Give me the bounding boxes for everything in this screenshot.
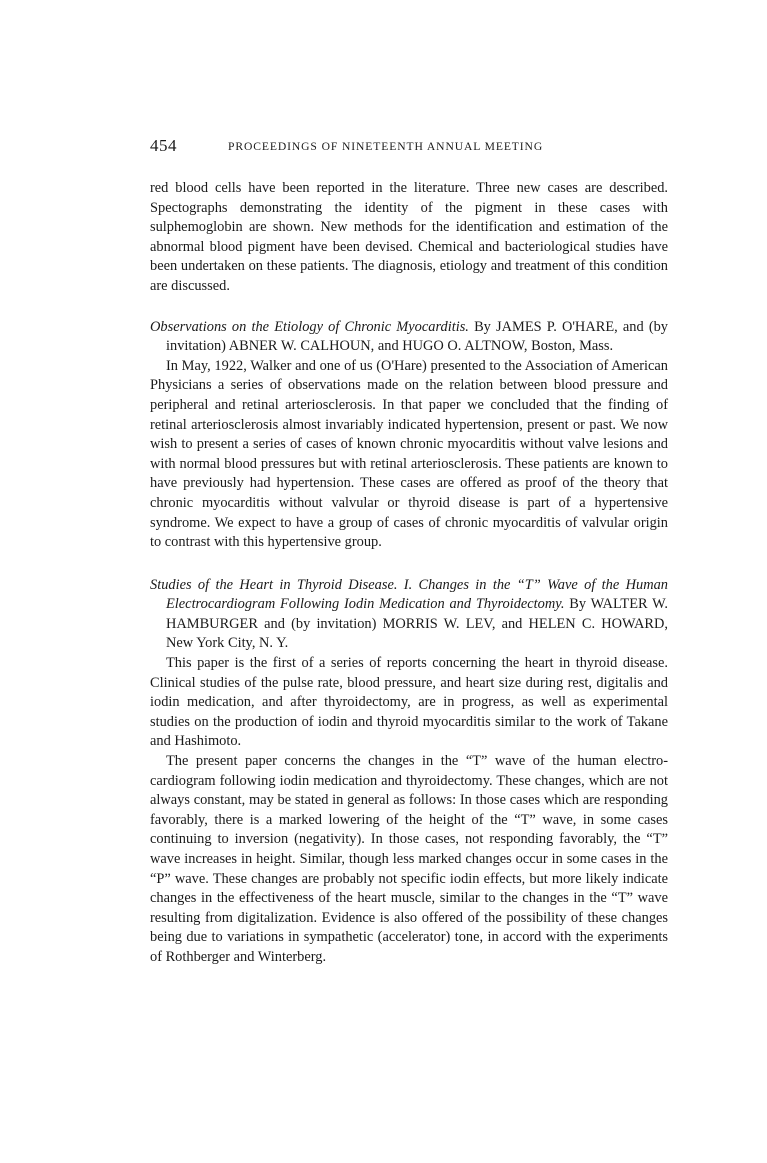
section-gap xyxy=(150,297,668,318)
abstract-heading xyxy=(150,318,668,357)
section-gap xyxy=(150,553,668,576)
running-head xyxy=(150,136,670,160)
abstract-authors: By JAMES P. O'HARE, and (by invitation) ABNER W. CALHOUN, and HUGO O. ALTNOW, Boston, Mass. xyxy=(166,318,668,355)
abstract-heading xyxy=(150,576,668,654)
abstract-thyroid-heart xyxy=(150,576,668,968)
abstract-authors: By WALTER W. HAMBURGER and (by invitation) MORRIS W. LEV, and HELEN C. HOWARD, New York City, N. Y. xyxy=(166,596,668,652)
abstract-myocarditis xyxy=(150,318,668,553)
running-title: PROCEEDINGS OF NINETEENTH ANNUAL MEETING xyxy=(228,140,544,153)
continued-abstract-paragraph: red blood cells have been reported in the literature. Three new cases are described. Spectographs demonstrating the identity of the pigment in these cases with sulphemoglobin are shown. New methods for the identification and estimation of the abnormal blood pigment have been devised. Chemical and bacteriological studies have been undertaken on these patients. The diagnosis, etiology and treatment of this condition are discussed. xyxy=(150,180,668,294)
abstract-title: Studies of the Heart in Thyroid Disease. I. Changes in the “T” Wave of the Human Electrocardiogram Following Iodin Medication and Thyroidectomy. xyxy=(150,576,668,613)
abstract-paragraph: In May, 1922, Walker and one of us (O'Hare) presented to the Association of American Physicians a series of observations made on the relation between blood pressure and peripheral and retinal arteriosclerosis. In that paper we concluded that the finding of retinal arteriosclerosis almost invariably indicated hypertension, present or past. We now wish to present a series of cases of known chronic myocarditis without valve lesions and with normal blood pressures but with retinal arteriosclerosis. These patients are known to have previously had hypertension. These cases are offered as proof of the theory that chronic myocarditis without valvular or thyroid disease is part of a hypertensive syndrome. We expect to have a group of cases of chronic myocarditis of valvular origin to contrast with this hypertensive group. xyxy=(150,357,668,551)
abstract-title: Observations on the Etiology of Chronic Myocarditis. xyxy=(150,318,469,335)
abstract-paragraph: The present paper concerns the changes in the “T” wave of the human electrocardiogram following iodin medication and thyroidectomy. These changes, which are not always constant, may be stated in general as follows: In those cases which are responding favorably, there is a marked lowering of the height of the “T” wave, in some cases continuing to inversion (negativity). In those cases, not responding favorably, the “T” wave increases in height. Similar, though less marked changes occur in some cases in the “P” wave. These changes are probably not specific iodin effects, but more likely indicate changes in the effectiveness of the heart muscle, similar to the changes in the “T” wave resulting from digitalization. Evidence is also offered of the possibility of these changes being due to variations in sympathetic (accelerator) tone, in accord with the experiments of Rothberger and Winterberg. xyxy=(150,753,668,965)
page-number: 454 xyxy=(150,136,177,155)
page-body xyxy=(150,179,668,968)
abstract-paragraph: This paper is the first of a series of reports concerning the heart in thyroid disease. Clinical studies of the pulse rate, blood pressure, and heart size during rest, digitalis and iodin medication, and after thyroidectomy, are in progress, as well as experimental studies on the production of iodin and thyroid myocarditis similar to the work of Takane and Hashimoto. xyxy=(150,655,668,750)
